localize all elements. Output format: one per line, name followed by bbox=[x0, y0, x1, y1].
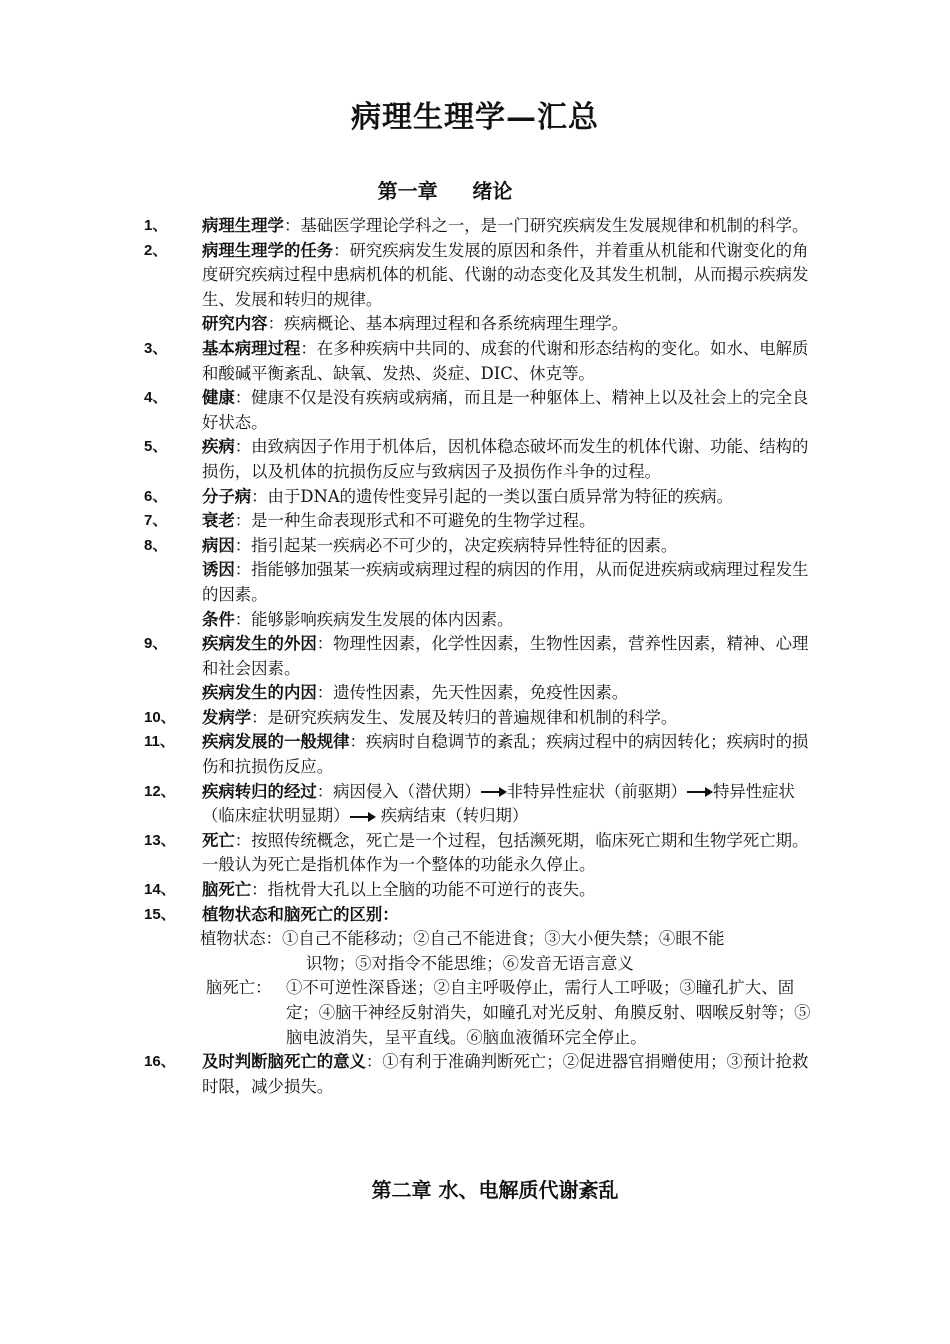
arrow-right-icon bbox=[687, 786, 713, 798]
item-term: 衰老 bbox=[202, 511, 235, 531]
list-item bbox=[144, 534, 814, 632]
list-item bbox=[144, 386, 814, 435]
item-text: ：在多种疾病中共同的、成套的代谢和形态结构的变化。如水、电解质和酸碱平衡紊乱、缺氧、发热、炎症、DIC、休克等。 bbox=[202, 338, 809, 383]
item-text: ：指枕骨大孔以上全脑的功能不可逆行的丧失。 bbox=[251, 880, 596, 900]
document-title: 病理生理学—汇总 bbox=[351, 100, 599, 135]
item-term: 发病学 bbox=[202, 707, 252, 727]
item-text: ：基础医学理论学科之一，是一门研究疾病发生发展规律和机制的科学。 bbox=[283, 216, 809, 235]
item-number: 5、 bbox=[144, 438, 168, 456]
sub-item bbox=[202, 608, 814, 633]
list-item bbox=[144, 878, 814, 903]
item-term: 健康 bbox=[202, 388, 235, 408]
item-number: 12、 bbox=[144, 782, 176, 800]
item-number: 2、 bbox=[144, 241, 168, 259]
list-item bbox=[144, 239, 814, 337]
comparison-text: ①自己不能移动；②自己不能进食；③大小便失禁；④眼不能 bbox=[281, 929, 725, 949]
sub-text: ：指能够加强某一疾病或病理过程的病因的作用，从而促进疾病或病理过程发生的因素。 bbox=[202, 560, 809, 604]
arrow-right-icon bbox=[481, 786, 507, 798]
sub-text: ：遗传性因素，先天性因素，免疫性因素。 bbox=[316, 683, 629, 703]
list-item bbox=[144, 730, 814, 779]
item-term: 分子病 bbox=[202, 486, 252, 506]
item-text: ：健康不仅是没有疾病或病痛，而且是一种躯体上、精神上以及社会上的完全良好状态。 bbox=[202, 388, 809, 432]
item-term: 疾病 bbox=[202, 437, 235, 457]
item-term: 疾病发展的一般规律 bbox=[202, 732, 350, 752]
sub-term: 疾病发生的内因 bbox=[202, 683, 317, 703]
sub-item bbox=[202, 312, 814, 337]
item-term: 植物状态和脑死亡的区别 bbox=[202, 904, 383, 924]
item-text: ：指引起某一疾病必不可少的，决定疾病特异性特征的因素。 bbox=[234, 535, 678, 555]
item-text: ：由于DNA的遗传性变异引起的一类以蛋白质异常为特征的疾病。 bbox=[251, 486, 734, 506]
item-term: 病理生理学 bbox=[202, 216, 284, 235]
item-text: ：研究疾病发生发展的原因和条件，并着重从机能和代谢变化的角度研究疾病过程中患病机体的机能、代谢的动态变化及其发生机制，从而揭示疾病发生、发展和转归的规律。 bbox=[202, 240, 809, 309]
item-number: 14、 bbox=[144, 881, 176, 899]
item-text: ：①有利于准确判断死亡；②促进器官捐赠使用；③预计抢救时限，减少损失。 bbox=[202, 1052, 809, 1096]
item-text: ：病因侵入（潜伏期） bbox=[316, 781, 481, 801]
item-text: ：由致病因子作用于机体后，因机体稳态破坏而发生的机体代谢、功能、结构的损伤，以及机体的抗损伤反应与致病因子及损伤作斗争的过程。 bbox=[202, 437, 809, 481]
chapter-heading: 第二章 水、电解质代谢紊乱 bbox=[371, 1178, 619, 1202]
list-item bbox=[144, 1050, 814, 1099]
list-item bbox=[144, 509, 814, 534]
item-text: ：按照传统概念，死亡是一个过程，包括濒死期，临床死亡期和生物学死亡期。一般认为死亡是指机体作为一个整体的功能永久停止。 bbox=[202, 830, 809, 875]
comparison-vegetative-state bbox=[200, 927, 814, 976]
comparison-label: 植物状态： bbox=[200, 929, 282, 949]
sub-item bbox=[202, 681, 814, 706]
item-text: ： bbox=[382, 904, 399, 924]
item-text: ：是研究疾病发生、发展及转归的普遍规律和机制的科学。 bbox=[251, 707, 678, 727]
item-term: 基本病理过程 bbox=[202, 338, 301, 358]
item-term: 及时判断脑死亡的意义 bbox=[202, 1052, 366, 1072]
item-number: 16、 bbox=[144, 1053, 176, 1071]
item-number: 7、 bbox=[144, 512, 168, 530]
item-text: 特异性症状（临床症状明显期） bbox=[202, 781, 795, 826]
item-term: 疾病转归的经过 bbox=[202, 781, 317, 801]
list-item bbox=[144, 780, 814, 829]
comparison-brain-death bbox=[206, 976, 814, 1050]
arrow-right-icon bbox=[350, 811, 376, 823]
list-item bbox=[144, 337, 814, 386]
item-term: 病因 bbox=[202, 535, 235, 555]
comparison-text: ①不可逆性深昏迷；②自主呼吸停止，需行人工呼吸；③瞳孔扩大、固定；④脑干神经反射消失，如瞳孔对光反射、角膜反射、咽喉反射等；⑤脑电波消失，呈平直线。⑥脑血液循环完全停止。 bbox=[286, 978, 811, 1047]
list-item bbox=[144, 485, 814, 510]
chapter-heading: 第一章 绪论 bbox=[377, 179, 513, 203]
item-text: 疾病结束（转归期） bbox=[375, 806, 529, 826]
item-number: 4、 bbox=[144, 389, 168, 407]
item-number: 6、 bbox=[144, 487, 168, 505]
list-item bbox=[144, 829, 814, 878]
item-term: 病理生理学的任务 bbox=[202, 240, 334, 260]
item-number: 15、 bbox=[144, 905, 176, 923]
item-text: ：物理性因素，化学性因素，生物性因素，营养性因素，精神、心理和社会因素。 bbox=[202, 634, 809, 678]
item-number: 10、 bbox=[144, 708, 176, 726]
item-text: ：疾病时自稳调节的紊乱；疾病过程中的病因转化；疾病时的损伤和抗损伤反应。 bbox=[202, 732, 809, 777]
sub-text: ：能够影响疾病发生发展的体内因素。 bbox=[234, 609, 514, 629]
comparison-label: 脑死亡： bbox=[206, 978, 272, 998]
item-number: 8、 bbox=[144, 536, 168, 554]
sub-term: 诱因 bbox=[202, 560, 235, 580]
item-number: 3、 bbox=[144, 339, 168, 357]
list-item bbox=[144, 632, 814, 706]
item-text: ：是一种生命表现形式和不可避免的生物学过程。 bbox=[234, 511, 596, 531]
item-number: 9、 bbox=[144, 635, 168, 653]
list-item bbox=[144, 435, 814, 484]
item-number: 1、 bbox=[144, 217, 168, 234]
item-number: 13、 bbox=[144, 831, 176, 849]
comparison-text: 识物；⑤对指令不能思维；⑥发音无语言意义 bbox=[306, 953, 634, 973]
sub-item bbox=[202, 558, 814, 607]
item-text: 非特异性症状（前驱期） bbox=[506, 781, 687, 801]
item-term: 疾病发生的外因 bbox=[202, 634, 317, 654]
entry-list bbox=[144, 214, 814, 1099]
sub-text: ：疾病概论、基本病理过程和各系统病理生理学。 bbox=[267, 314, 629, 334]
item-term: 死亡 bbox=[202, 830, 235, 850]
sub-term: 条件 bbox=[202, 609, 235, 629]
sub-term: 研究内容 bbox=[202, 314, 268, 334]
list-item bbox=[144, 903, 814, 1051]
item-number: 11、 bbox=[144, 733, 175, 751]
list-item bbox=[144, 706, 814, 731]
list-item bbox=[144, 214, 814, 239]
item-term: 脑死亡 bbox=[202, 880, 252, 900]
